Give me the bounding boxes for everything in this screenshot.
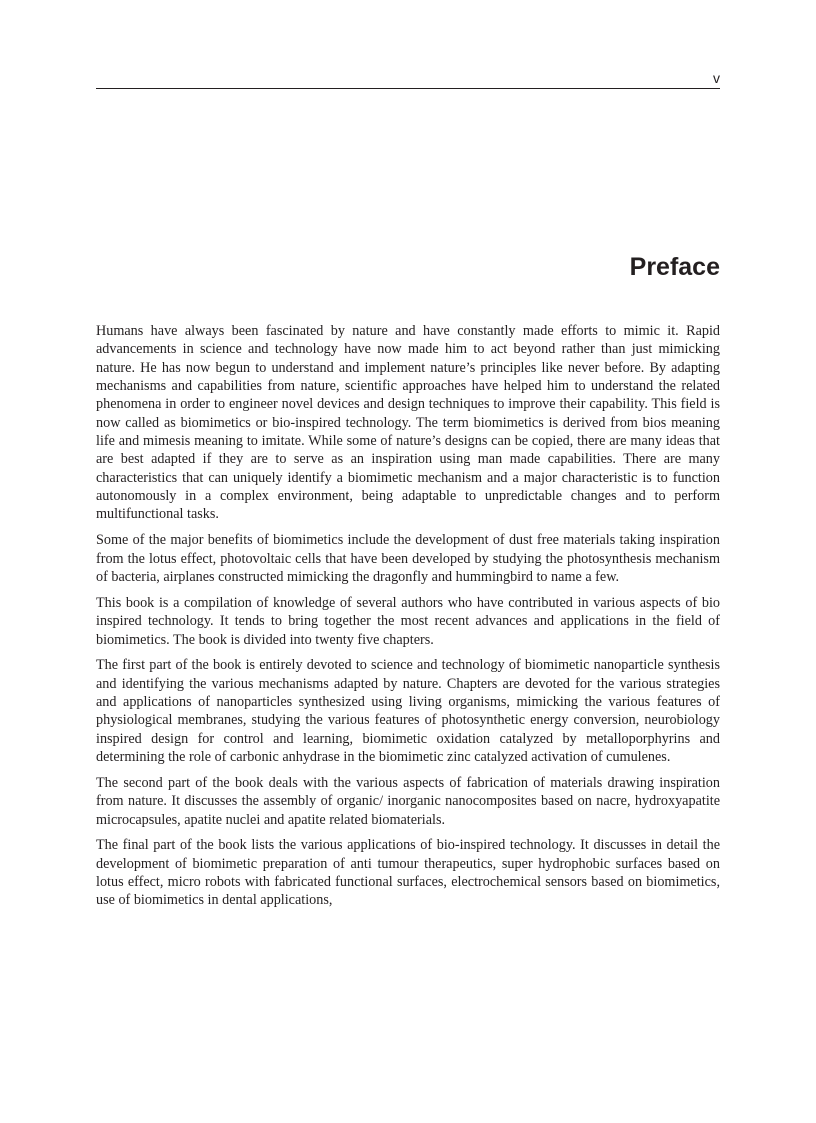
paragraph-part-two: The second part of the book deals with the various aspects of fabrication of materials drawing inspiration from nature. It discusses the assembly of organic/ inorganic nanocomposites based on nacre, hydroxyapatite microcapsules, apatite nuclei and apatite related biomaterials. bbox=[96, 774, 720, 828]
paragraph-book-overview: This book is a compilation of knowledge of several authors who have contributed in various aspects of bio inspired technology. It tends to bring together the most recent advances and applications in the field of biomimetics. The book is divided into twenty five chapters. bbox=[96, 594, 720, 648]
paragraph-part-three: The final part of the book lists the various applications of bio-inspired technology. It discusses in detail the development of biomimetic preparation of anti tumour therapeutics, super hydrophobic surfaces based on lotus effect, micro robots with fabricated functional surfaces, electrochemical sensors based on biomimetics, use of biomimetics in dental applications, bbox=[96, 837, 720, 909]
chapter-title: Preface bbox=[629, 253, 720, 281]
paragraph-intro: Humans have always been fascinated by nature and have constantly made efforts to mimic it. Rapid advancements in science and technology have now made him to act beyond rather than just mimicking nature. He has now begun to understand and implement nature’s principles like never before. By adapting mechanisms and capabilities from nature, scientific approaches have helped him to understand the related phenomena in order to engineer novel devices and design techniques to improve their capability. This field is now called as biomimetics or bio-inspired technology. The term biomimetics is derived from bios meaning life and mimesis meaning to imitate. While some of nature’s designs can be copied, there are many ideas that are best adapted if they are to serve as an inspiration using man made capabilities. There are many characteristics that can uniquely identify a biomimetic mechanism and a major characteristic is to function autonomously in a complex environment, being adaptable to unpredictable changes and to perform multifunctional tasks. bbox=[96, 323, 720, 523]
paragraph-benefits: Some of the major benefits of biomimetics include the development of dust free materials taking inspiration from the lotus effect, photovoltaic cells that have been developed by studying the photosynthesis mechanism of bacteria, airplanes constructed mimicking the dragonfly and hummingbird to name a few. bbox=[96, 532, 720, 585]
header-rule bbox=[96, 88, 720, 89]
paragraph-part-one: The first part of the book is entirely devoted to science and technology of biomimetic nanoparticle synthesis and identifying the various mechanisms adapted by nature. Chapters are devoted for the various strategies and applications of nanoparticles synthesized using living organisms, mimicking the various features of physiological membranes, studying the various features of photosynthetic energy conversion, neurobiology inspired design for control and learning, biomimetic oxidation catalyzed by metalloporphyrins and determining the role of carbonic anhydrase in the biomimetic zinc catalyzed activation of cumulenes. bbox=[96, 657, 720, 766]
preface-body bbox=[96, 322, 720, 917]
page-number: v bbox=[713, 70, 720, 86]
